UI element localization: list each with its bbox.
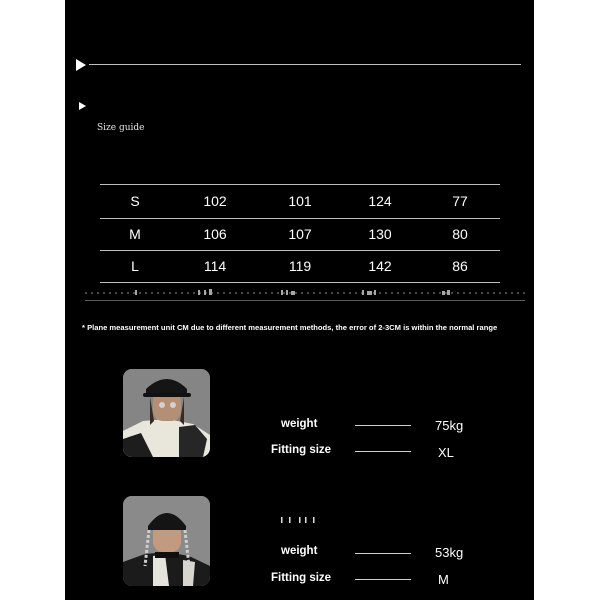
table-rule bbox=[100, 282, 500, 283]
table-row bbox=[100, 185, 500, 218]
measure-cell: 77 bbox=[452, 193, 468, 209]
model-photo-1-graphic bbox=[123, 369, 210, 457]
fitting-size-value: M bbox=[438, 572, 449, 587]
measure-cell: 114 bbox=[203, 258, 227, 274]
weight-value: 53kg bbox=[435, 545, 464, 560]
leader-line bbox=[355, 579, 411, 580]
measure-cell: 106 bbox=[203, 226, 227, 242]
leader-line bbox=[355, 451, 411, 452]
measure-cell: 107 bbox=[288, 226, 312, 242]
decorative-marks-graphic bbox=[279, 515, 319, 525]
section-title: Size guide bbox=[97, 123, 145, 133]
measure-cell: 86 bbox=[452, 258, 468, 274]
leader-line bbox=[355, 553, 411, 554]
model-photo-1 bbox=[123, 369, 210, 457]
size-guide-panel bbox=[65, 0, 534, 600]
top-divider bbox=[89, 64, 521, 65]
weight-label: weight bbox=[281, 545, 318, 557]
measure-cell: 124 bbox=[368, 193, 392, 209]
section-arrow-icon bbox=[79, 102, 86, 110]
fitting-size-value: XL bbox=[438, 445, 454, 460]
weight-label: weight bbox=[281, 418, 318, 430]
model-photo-2 bbox=[123, 496, 210, 586]
fitting-size-label: Fitting size bbox=[271, 572, 332, 584]
measure-cell: 80 bbox=[452, 226, 468, 242]
size-cell: L bbox=[131, 258, 139, 274]
size-cell: M bbox=[129, 226, 141, 242]
measure-cell: 130 bbox=[368, 226, 392, 242]
glitched-row-artifact bbox=[85, 284, 525, 302]
table-row bbox=[100, 218, 500, 251]
table-row bbox=[100, 250, 500, 283]
measure-cell: 119 bbox=[288, 258, 312, 274]
measure-cell: 102 bbox=[203, 193, 227, 209]
measure-cell: 142 bbox=[368, 258, 392, 274]
fitting-size-label: Fitting size bbox=[271, 444, 332, 456]
leader-line bbox=[355, 425, 411, 426]
measurement-note: * Plane measurement unit CM due to different measurement methods, the error of 2-3CM is within the normal range bbox=[82, 323, 498, 332]
measure-cell: 101 bbox=[288, 193, 312, 209]
weight-value: 75kg bbox=[435, 418, 464, 433]
decorative-marks bbox=[279, 515, 319, 527]
size-cell: S bbox=[130, 193, 140, 209]
model-photo-2-graphic bbox=[123, 496, 210, 586]
play-arrow-icon bbox=[76, 59, 86, 71]
glitch-rule bbox=[85, 300, 525, 301]
